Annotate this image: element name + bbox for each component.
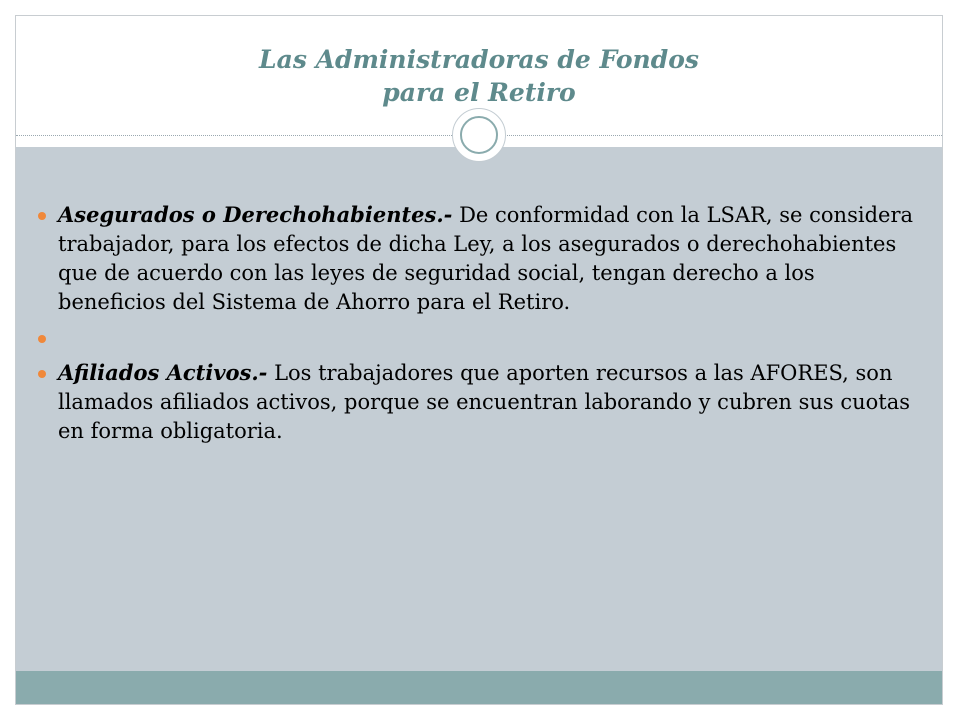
bullet-dot-icon — [38, 370, 46, 378]
circle-ornament-icon — [452, 108, 506, 162]
circle-ornament-inner — [460, 116, 498, 154]
bullet-list — [38, 200, 918, 446]
bullet-text: Los trabajadores que aporten recursos a las AFORES, son llamados afiliados activos, porque se encuentran laborando y cubren sus cuotas en forma obligatoria. — [58, 361, 910, 443]
slide-title-line-2: para el Retiro — [382, 78, 576, 107]
bullet-item-asegurados — [38, 200, 918, 317]
bullet-term: Asegurados o Derechohabientes.- — [58, 202, 453, 227]
bullet-item-afiliados — [38, 358, 918, 446]
bullet-dot-icon — [38, 212, 46, 220]
slide-title-line-1: Las Administradoras de Fondos — [259, 45, 699, 74]
bullet-term: Afiliados Activos.- — [58, 360, 268, 385]
bullet-text: De conformidad con la LSAR, se considera trabajador, para los efectos de dicha Ley, a los asegurados o derechohabientes que de acuerdo con las leyes de seguridad social, tengan derecho a los beneficios del Sistema de Ahorro para el Retiro. — [58, 203, 914, 314]
slide-title — [16, 43, 942, 109]
footer-band — [16, 671, 942, 705]
bullet-dot-icon — [38, 335, 46, 343]
bullet-item-empty — [38, 323, 918, 352]
